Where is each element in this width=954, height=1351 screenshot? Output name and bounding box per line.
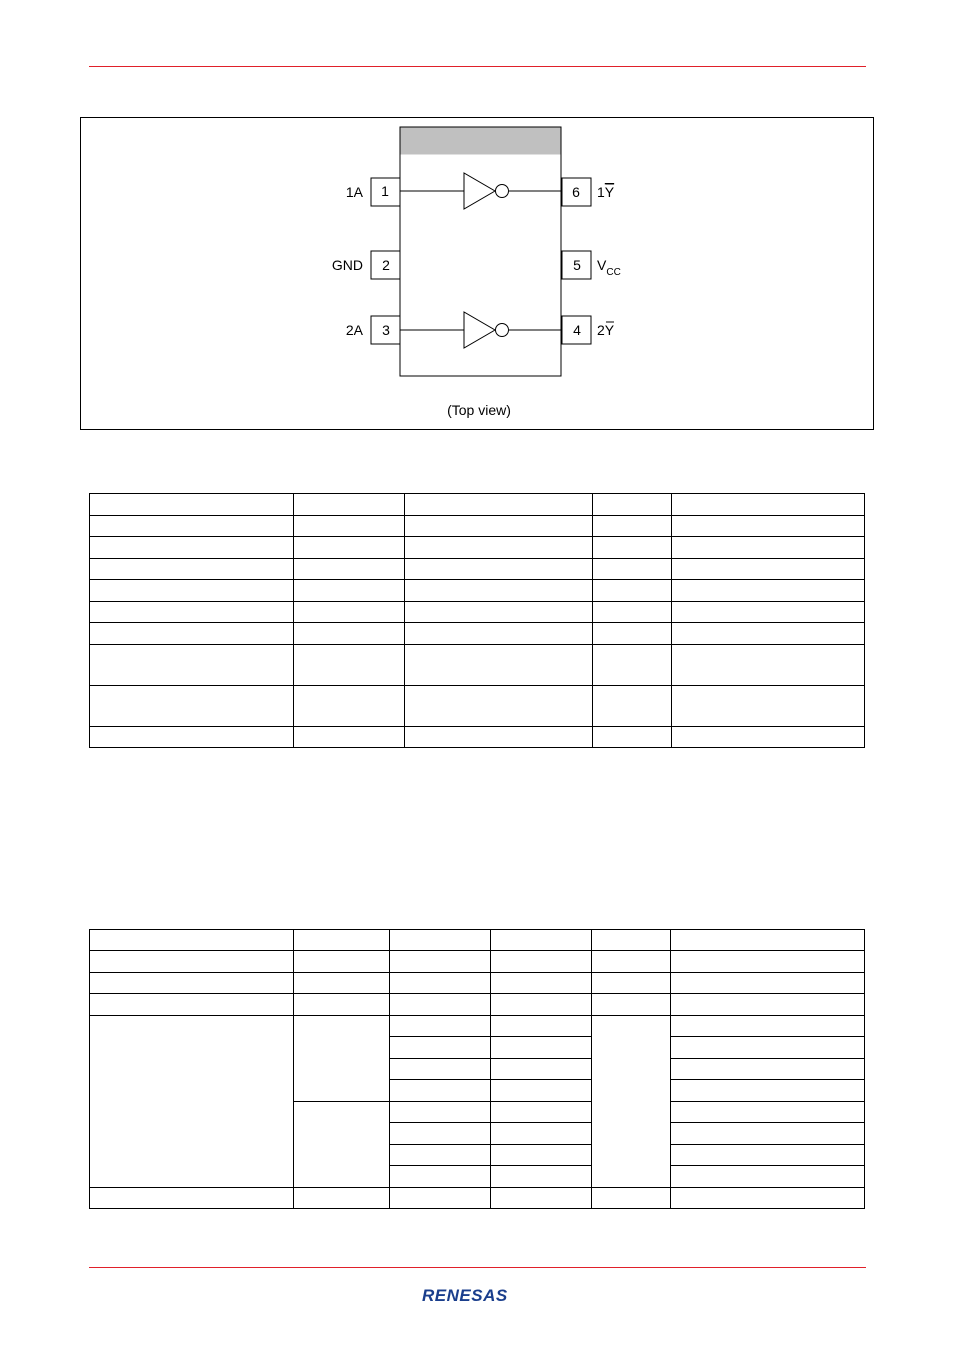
footer-rule [89,1267,866,1268]
table-row [90,623,865,645]
table-row [90,1188,865,1209]
table-row [90,602,865,623]
pin-3-number: 3 [382,322,390,338]
pin-4-name: 2Y [597,322,615,338]
pin-4-number: 4 [573,322,581,338]
table-row [90,973,865,994]
pin-arrangement-diagram [80,117,874,430]
table-row [90,686,865,727]
table-row [90,516,865,537]
table-row [90,537,865,559]
table-row [90,930,865,951]
table-row [90,559,865,580]
header-rule [89,66,866,67]
table-row [90,645,865,686]
table-row [90,494,865,516]
svg-text:RENESAS: RENESAS [422,1286,508,1305]
table-row [90,951,865,973]
package-header [401,128,561,155]
table-row [90,994,865,1016]
table-row [90,1016,865,1037]
pin-6-number: 6 [572,184,580,200]
first-table [89,493,865,748]
view-label: (Top view) [447,402,511,418]
pin-1-name: 1A [345,184,363,200]
pin-5-number: 5 [573,257,581,273]
table-row [90,727,865,748]
pin-3-name: 2A [345,322,363,338]
pin-2-number: 2 [382,257,390,273]
second-table [89,929,865,1209]
pin-1-number: 1 [381,183,389,199]
table-row [90,580,865,602]
pin-5-name: $V_{CC}$ [597,257,621,278]
pin-2-name: GND [331,257,363,273]
pin-6-name: 1Y [597,184,615,200]
renesas-logo [420,1284,536,1311]
